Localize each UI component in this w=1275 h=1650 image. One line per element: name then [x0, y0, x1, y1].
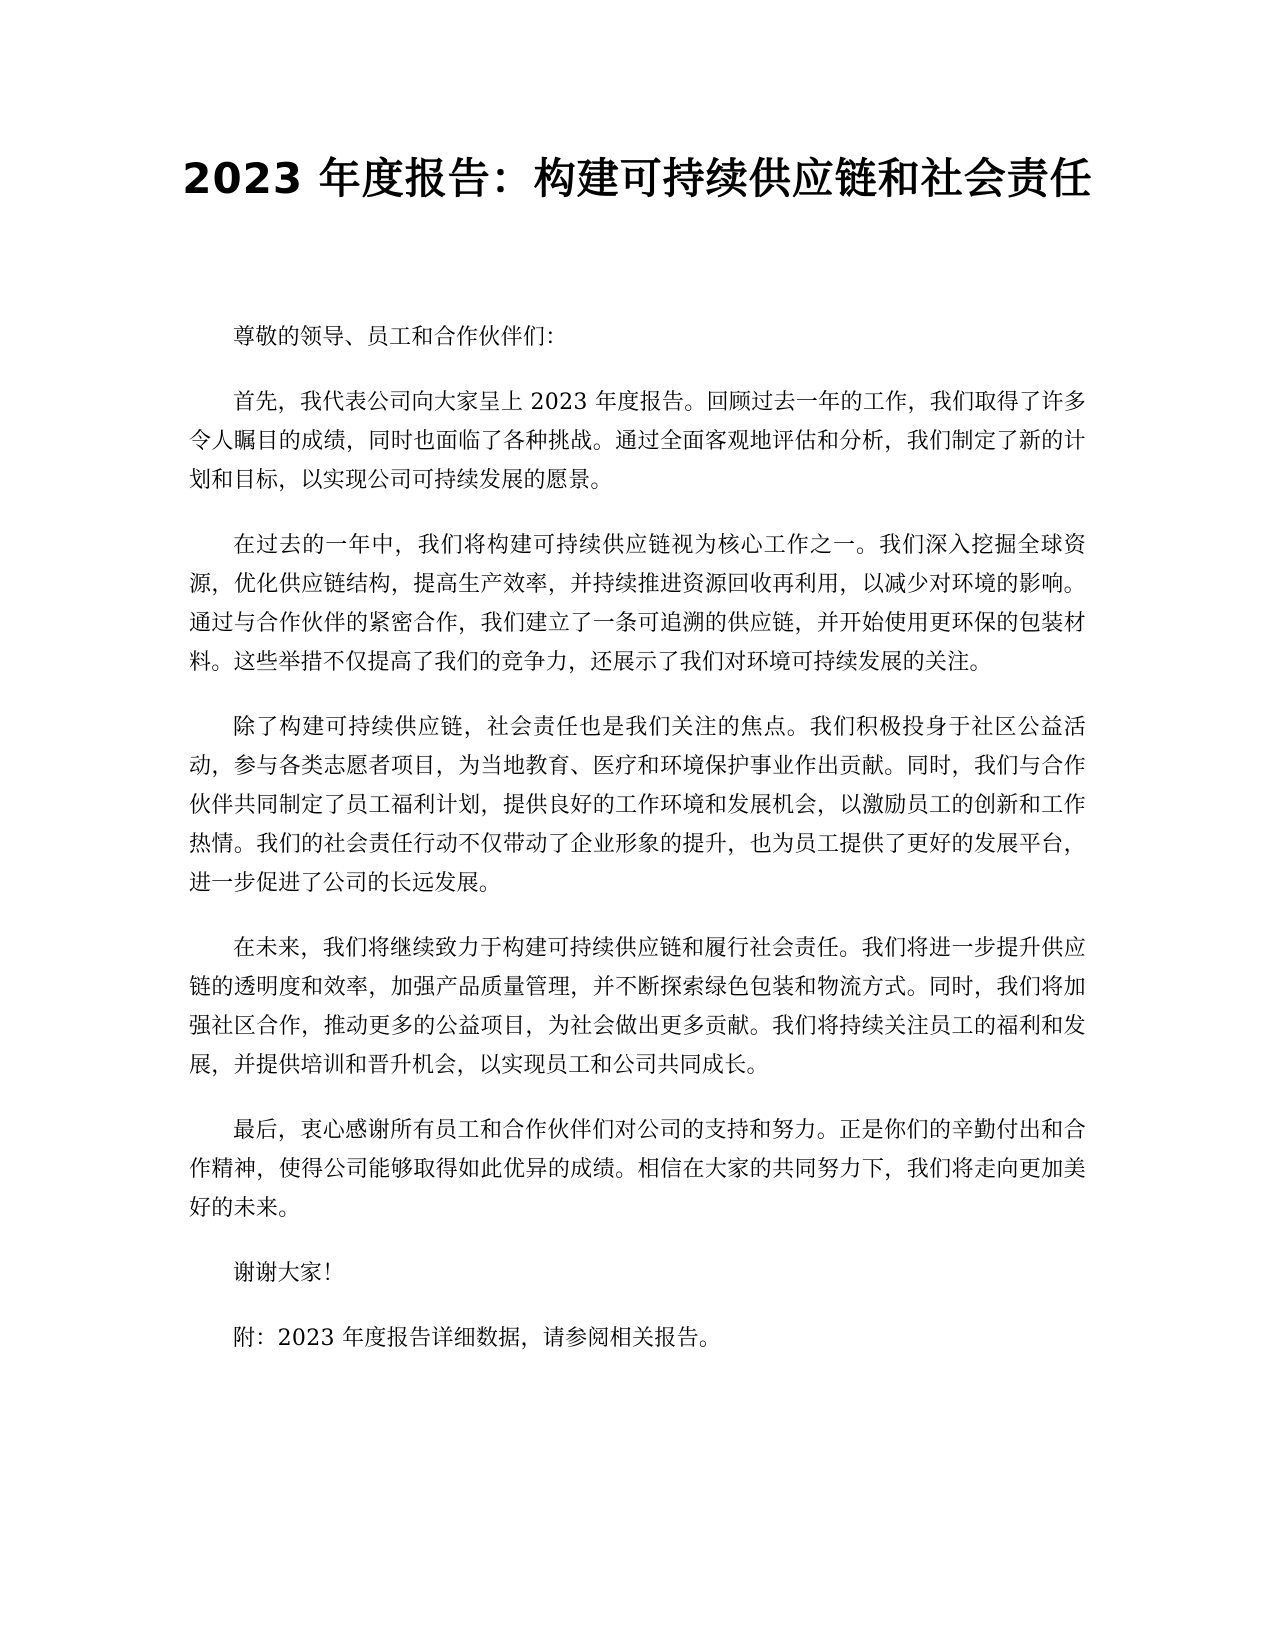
paragraph-gratitude: 最后，衷心感谢所有员工和合作伙伴们对公司的支持和努力。正是你们的辛勤付出和合作精神，使得公司能够取得如此优异的成绩。相信在大家的共同努力下，我们将走向更加美好的未来。 [189, 1118, 1086, 1221]
paragraph-salutation: 尊敬的领导、员工和合作伙伴们： [233, 325, 568, 350]
paragraph-thanks: 谢谢大家！ [233, 1261, 345, 1286]
paragraph-introduction: 首先，我代表公司向大家呈上 2023 年度报告。回顾过去一年的工作，我们取得了许多令人瞩目的成绩，同时也面临了各种挑战。通过全面客观地评估和分析，我们制定了新的计划和目标，以实现公司可持续发展的愿景。 [189, 390, 1086, 493]
paragraph-supply-chain: 在过去的一年中，我们将构建可持续供应链视为核心工作之一。我们深入挖掘全球资源，优化供应链结构，提高生产效率，并持续推进资源回收再利用，以减少对环境的影响。通过与合作伙伴的紧密合作，我们建立了一条可追溯的供应链，并开始使用更环保的包装材料。这些举措不仅提高了我们的竞争力，还展示了我们对环境可持续发展的关注。 [189, 533, 1086, 675]
paragraph-future-plans: 在未来，我们将继续致力于构建可持续供应链和履行社会责任。我们将进一步提升供应链的透明度和效率，加强产品质量管理，并不断探索绿色包装和物流方式。同时，我们将加强社区合作，推动更多的公益项目，为社会做出更多贡献。我们将持续关注员工的福利和发展，并提供培训和晋升机会，以实现员工和公司共同成长。 [189, 936, 1086, 1078]
document-body [189, 318, 1086, 1384]
document-title: 2023 年度报告：构建可持续供应链和社会责任 [182, 154, 1093, 203]
paragraph-social-responsibility: 除了构建可持续供应链，社会责任也是我们关注的焦点。我们积极投身于社区公益活动，参与各类志愿者项目，为当地教育、医疗和环境保护事业作出贡献。同时，我们与合作伙伴共同制定了员工福利计划，提供良好的工作环境和发展机会，以激励员工的创新和工作热情。我们的社会责任行动不仅带动了企业形象的提升，也为员工提供了更好的发展平台，进一步促进了公司的长远发展。 [189, 715, 1086, 896]
paragraph-appendix-note: 附：2023 年度报告详细数据，请参阅相关报告。 [233, 1326, 722, 1351]
